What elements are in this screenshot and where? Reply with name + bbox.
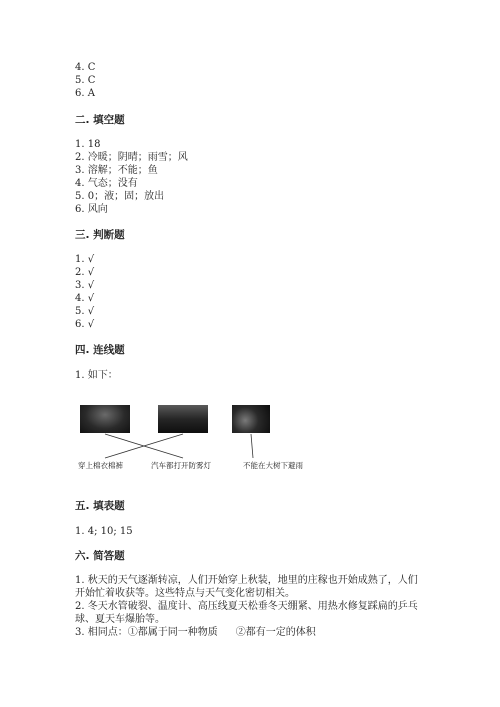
answer-line: 5. C — [75, 75, 96, 86]
answer-line: 6. A — [75, 88, 95, 99]
answer-line: 1. 秋天的天气逐渐转凉，人们开始穿上秋装，地里的庄稼也开始成熟了，人们 — [75, 575, 418, 586]
answer-line: 6. √ — [75, 319, 95, 330]
answer-line: 4. C — [75, 62, 96, 73]
match-line — [251, 434, 253, 458]
section-heading: 四. 连线题 — [75, 344, 125, 356]
answer-line: 1. 18 — [75, 139, 101, 150]
answer-line: 1. √ — [75, 254, 95, 265]
answer-part: ②都有一定的体积 — [235, 627, 316, 638]
answer-line: 6. 风向 — [75, 204, 108, 215]
answer-line — [75, 626, 316, 639]
answer-line: 5. 0；液；固；放出 — [75, 191, 165, 202]
answer-part: 3. 相同点：①都属于同一种物质 — [75, 627, 218, 638]
answer-line: 5. √ — [75, 306, 95, 317]
answer-line: 2. 冷暖；阴晴；雨雪；风 — [75, 152, 188, 163]
matching-figure — [75, 398, 305, 478]
answer-line: 2. 冬天水管破裂、温度计、高压线夏天松垂冬天绷紧、用热水修复踩扁的乒乓 — [75, 601, 418, 612]
answer-line: 3. √ — [75, 280, 95, 291]
match-caption: 穿上棉衣棉裤 — [78, 461, 123, 470]
section-heading: 六. 简答题 — [75, 550, 125, 562]
answer-line: 1. 4; 10; 15 — [75, 526, 133, 537]
match-caption: 汽车都打开防雾灯 — [151, 461, 211, 470]
answer-line: 4. √ — [75, 293, 95, 304]
answer-line: 开始忙着收获等。这些特点与天气变化密切相关。 — [75, 588, 295, 599]
match-caption: 不能在大树下避雨 — [243, 461, 303, 470]
answer-line: 4. 气态；没有 — [75, 178, 138, 189]
section-heading: 五. 填表题 — [75, 500, 125, 512]
answer-line: 3. 溶解；不能；鱼 — [75, 165, 158, 176]
answer-line: 1. 如下： — [75, 370, 118, 381]
section-heading: 二. 填空题 — [75, 114, 125, 126]
section-heading: 三. 判断题 — [75, 229, 125, 241]
answer-line: 2. √ — [75, 267, 95, 278]
answer-line: 球、夏天车爆胎等。 — [75, 614, 165, 625]
